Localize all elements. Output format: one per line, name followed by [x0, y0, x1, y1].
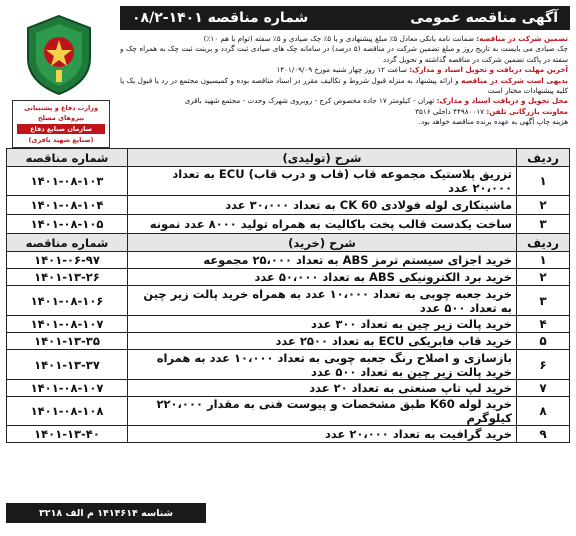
table-row: ۸ خرید لوله K60 طبق مشخصات و پیوست فنی به مقدار ۲۲۰،۰۰۰ کیلوگرم ۱۴۰۱-۰۸-۱۰۸	[7, 397, 570, 426]
defense-emblem-icon	[22, 14, 96, 96]
intro-line: هزینه چاپ آگهی به عهده برنده مناقصه خواهد بود.	[418, 117, 568, 127]
table-header-production: ردیف شرح (تولیدی) شماره مناقصه	[7, 149, 570, 167]
intro-line: تضمین شرکت در مناقصه: ضمانت نامه بانکی معادل ۵٪ مبلغ پیشنهادی و یا ۵٪ چک صیادی و ۵٪ سفته (توام با هم ۱۰٪)	[203, 34, 568, 43]
intro-line: معاونت بازرگانی تلفن: ۴۴۹۸۰۰۱۷ داخلی ۳۵۱۶	[415, 106, 568, 116]
notice-id-footer: شناسه ۱۴۱۴۶۱۴ م الف ۳۲۱۸	[6, 503, 206, 523]
intro-line: چک صیادی می بایست به تاریخ روز و مبلغ تضمین شرکت در مناقصه (۵ درصد) در سامانه چک های صیادی ثبت گردد و پرینت ثبت چک به همراه چک و سفته در پاکت تضمین شرکت در مناقصه گذاشته و تحویل گردد	[120, 44, 568, 64]
table-row: ۱ خرید اجزای سیستم ترمز ABS به تعداد ۲۵،۰۰۰ مجموعه ۱۴۰۱-۰۶-۹۷	[7, 252, 570, 269]
table-row: ۵ خرید قاب فابریکی ECU به تعداد ۲۵۰۰ عدد ۱۴۰۱-۱۳-۳۵	[7, 333, 570, 350]
intro-line: محل تحویل و دریافت اسناد و مدارک: تهران - کیلومتر ۱۷ جاده مخصوص کرج - روبروی شهرک وحدت - مجتمع شهید باقری	[184, 96, 568, 106]
organization-name: وزارت دفاع و پشتیبانی نیروهای مسلح سازمان صنایع دفاع (صنایع شهید باقری)	[12, 100, 110, 148]
table-row: ۲ ماشینکاری لوله فولادی CK 60 به تعداد ۳۰،۰۰۰ عدد ۱۴۰۱-۰۸-۱۰۴	[7, 196, 570, 215]
table-header-purchase: ردیف شرح (خرید) شماره مناقصه	[7, 234, 570, 252]
tender-number: شماره مناقصه ۱۴۰۱-۰۸/۲	[132, 10, 309, 26]
intro-line: آخرین مهلت دریافت و تحویل اسناد و مدارک: ساعت ۱۲ روز چهار شنبه مورخ ۱۴۰۱/۰۹/۰۹	[276, 65, 568, 75]
table-row: ۳ خرید جعبه چوبی به تعداد ۱۰،۰۰۰ عدد به همراه خرید پالت زیر چین به تعداد ۵۰۰ عدد ۱۴۰۱-۰۸-۱۰۶	[7, 286, 570, 316]
table-row: ۲ خرید برد الکترونیکی ABS به تعداد ۵۰،۰۰۰ عدد ۱۴۰۱-۱۳-۲۶	[7, 269, 570, 286]
table-row: ۹ خرید گرافیت به تعداد ۲۰،۰۰۰ عدد ۱۴۰۱-۱۳-۴۰	[7, 426, 570, 443]
table-row: ۳ ساخت یکدست قالب پخت باکالیت به همراه تولید ۸۰۰۰ عدد نمونه ۱۴۰۱-۰۸-۱۰۵	[7, 215, 570, 234]
notice-title: آگهی مناقصه عمومی	[410, 10, 558, 26]
intro-line: بدیهی است شرکت در مناقصه و ارائه پیشنهاد به منزله قبول شروط و تکالیف مقرر در اسناد مناقصه بوده و کمیسیون مجتمع در رد یا قبول یک یا کلیه پیشنهادات مختار است	[120, 75, 568, 96]
table-row: ۷ خرید لپ تاپ صنعتی به تعداد ۲۰ عدد ۱۴۰۱-۰۸-۱۰۷	[7, 380, 570, 397]
notice-header	[120, 6, 570, 30]
table-row: ۱ تزریق پلاستیک مجموعه قاب (قاب و درب قاب) ECU به تعداد ۲۰،۰۰۰ عدد ۱۴۰۱-۰۸-۱۰۳	[7, 167, 570, 196]
table-row: ۶ بازسازی و اصلاح رنگ جعبه چوبی به تعداد ۱۰،۰۰۰ عدد به همراه خرید پالت زیر چین به تعداد ۵۰۰ عدد ۱۴۰۱-۱۳-۳۷	[7, 350, 570, 380]
table-row: ۴ خرید پالت زیر چین به تعداد ۳۰۰ عدد ۱۴۰۱-۰۸-۱۰۷	[7, 316, 570, 333]
tender-items-table	[6, 148, 570, 443]
